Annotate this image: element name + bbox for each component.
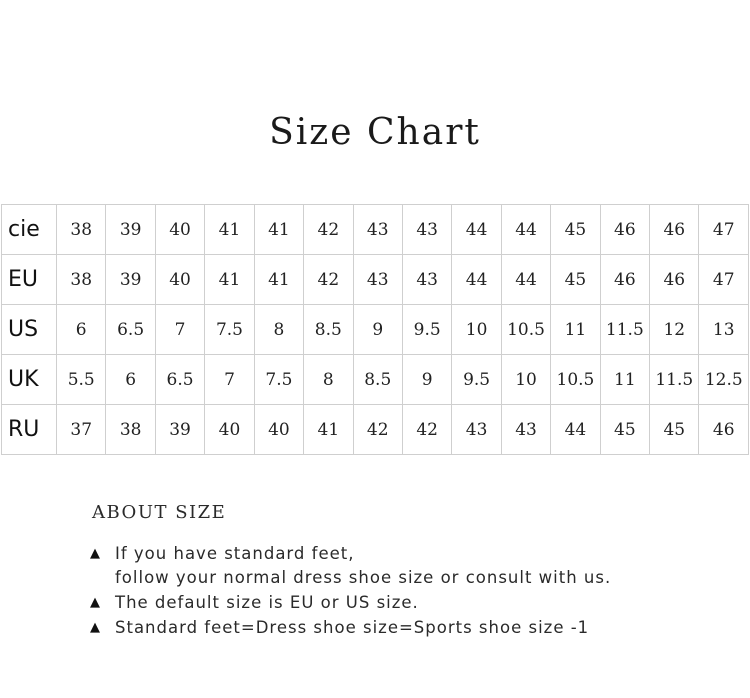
table-cell: 45 xyxy=(650,405,699,455)
table-cell: 6 xyxy=(106,355,155,405)
note-line: If you have standard feet, xyxy=(115,544,355,563)
list-item xyxy=(90,591,730,615)
table-cell: 7 xyxy=(205,355,254,405)
table-cell: 46 xyxy=(600,255,649,305)
table-cell: 6 xyxy=(57,305,106,355)
about-size-heading: ABOUT SIZE xyxy=(92,502,227,523)
table-cell: 45 xyxy=(551,255,600,305)
table-cell: 38 xyxy=(57,255,106,305)
table-cell: 40 xyxy=(155,205,204,255)
table-cell: 44 xyxy=(551,405,600,455)
table-cell: 41 xyxy=(205,255,254,305)
row-label: cie xyxy=(2,205,57,255)
table-cell: 38 xyxy=(57,205,106,255)
table-cell: 44 xyxy=(501,255,550,305)
table-cell: 37 xyxy=(57,405,106,455)
table-cell: 41 xyxy=(254,205,303,255)
table-cell: 5.5 xyxy=(57,355,106,405)
table-cell: 11 xyxy=(551,305,600,355)
triangle-up-icon: ▲ xyxy=(90,595,101,610)
page-title: Size Chart xyxy=(269,112,481,153)
table-cell: 43 xyxy=(353,205,402,255)
table-cell: 11.5 xyxy=(650,355,699,405)
triangle-up-icon: ▲ xyxy=(90,620,101,635)
table-cell: 46 xyxy=(600,205,649,255)
table-cell: 9.5 xyxy=(452,355,501,405)
table-cell: 42 xyxy=(353,405,402,455)
table-cell: 43 xyxy=(402,255,451,305)
list-item xyxy=(90,542,730,590)
note-text xyxy=(115,542,611,590)
list-item xyxy=(90,616,730,640)
table-cell: 44 xyxy=(452,205,501,255)
table-cell: 7.5 xyxy=(254,355,303,405)
table-cell: 43 xyxy=(452,405,501,455)
table-cell: 45 xyxy=(600,405,649,455)
table-cell: 38 xyxy=(106,405,155,455)
table-cell: 39 xyxy=(106,255,155,305)
table-cell: 46 xyxy=(650,205,699,255)
table-cell: 12.5 xyxy=(699,355,749,405)
row-label: UK xyxy=(2,355,57,405)
table-cell: 8.5 xyxy=(304,305,353,355)
table-cell: 42 xyxy=(402,405,451,455)
table-cell: 11.5 xyxy=(600,305,649,355)
table-cell: 46 xyxy=(699,405,749,455)
table-row xyxy=(2,305,749,355)
note-line: The default size is EU or US size. xyxy=(115,593,419,612)
table-cell: 10.5 xyxy=(501,305,550,355)
table-cell: 6.5 xyxy=(155,355,204,405)
table-cell: 40 xyxy=(205,405,254,455)
table-cell: 8 xyxy=(304,355,353,405)
table-cell: 8 xyxy=(254,305,303,355)
table-cell: 45 xyxy=(551,205,600,255)
table-cell: 40 xyxy=(254,405,303,455)
table-row xyxy=(2,255,749,305)
table-row xyxy=(2,405,749,455)
table-cell: 44 xyxy=(452,255,501,305)
table-cell: 10.5 xyxy=(551,355,600,405)
table-cell: 41 xyxy=(304,405,353,455)
table-cell: 43 xyxy=(402,205,451,255)
table-cell: 11 xyxy=(600,355,649,405)
table-cell: 41 xyxy=(254,255,303,305)
table-row xyxy=(2,205,749,255)
note-line: Standard feet=Dress shoe size=Sports shoe size -1 xyxy=(115,618,590,637)
table-cell: 42 xyxy=(304,255,353,305)
table-cell: 9 xyxy=(353,305,402,355)
table-cell: 6.5 xyxy=(106,305,155,355)
table-cell: 8.5 xyxy=(353,355,402,405)
table-cell: 47 xyxy=(699,205,749,255)
table-cell: 10 xyxy=(501,355,550,405)
size-table xyxy=(1,204,749,455)
note-text xyxy=(115,616,589,640)
size-table-body xyxy=(2,205,749,455)
table-cell: 13 xyxy=(699,305,749,355)
table-cell: 47 xyxy=(699,255,749,305)
table-cell: 41 xyxy=(205,205,254,255)
row-label: RU xyxy=(2,405,57,455)
table-cell: 42 xyxy=(304,205,353,255)
table-cell: 9 xyxy=(402,355,451,405)
size-notes-list xyxy=(90,542,730,641)
table-row xyxy=(2,355,749,405)
table-cell: 46 xyxy=(650,255,699,305)
table-cell: 12 xyxy=(650,305,699,355)
table-cell: 7 xyxy=(155,305,204,355)
table-cell: 44 xyxy=(501,205,550,255)
table-cell: 39 xyxy=(155,405,204,455)
table-cell: 39 xyxy=(106,205,155,255)
row-label: EU xyxy=(2,255,57,305)
table-cell: 40 xyxy=(155,255,204,305)
table-cell: 9.5 xyxy=(402,305,451,355)
table-cell: 7.5 xyxy=(205,305,254,355)
note-line: follow your normal dress shoe size or consult with us. xyxy=(115,568,612,587)
table-cell: 10 xyxy=(452,305,501,355)
note-text xyxy=(115,591,419,615)
triangle-up-icon: ▲ xyxy=(90,546,101,561)
table-cell: 43 xyxy=(353,255,402,305)
table-cell: 43 xyxy=(501,405,550,455)
row-label: US xyxy=(2,305,57,355)
